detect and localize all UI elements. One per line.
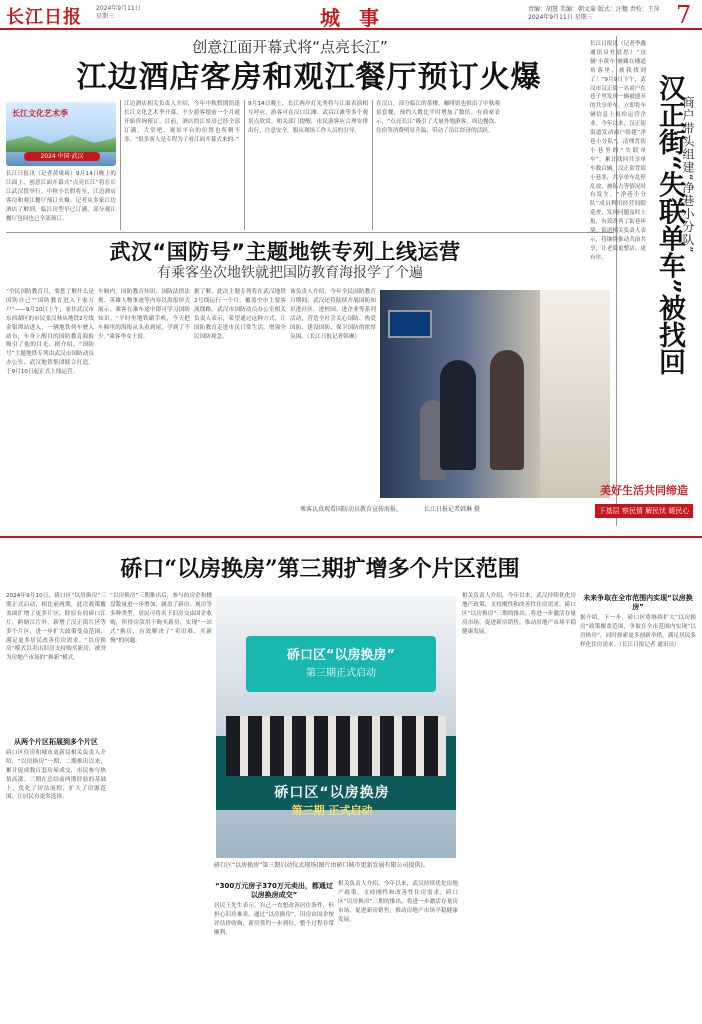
divider bbox=[120, 100, 121, 230]
divider bbox=[372, 100, 373, 230]
story3-photo bbox=[216, 596, 456, 858]
section-divider-band bbox=[0, 536, 702, 538]
passenger-figure bbox=[440, 360, 476, 470]
header-meta bbox=[528, 6, 660, 22]
story2-photo-caption bbox=[300, 506, 630, 514]
story1-logo-sub: 2024 中国·武汉 bbox=[24, 152, 100, 161]
header-meta-date: 2024年9月11日 星期三 bbox=[528, 14, 593, 21]
side-banner bbox=[592, 482, 696, 524]
story2-photo bbox=[380, 290, 610, 498]
story3-col4-wrap bbox=[580, 592, 696, 1020]
story3-subhead2: “300万元房子370万元卖出，都通过以房换房成交” bbox=[215, 882, 333, 899]
hills-graphic bbox=[6, 134, 116, 152]
story1-col4: 在汉口，部分临江的茶楼、咖啡馆也推出了中秋观景套餐，预约人数比平时增加了数倍。有商家表示，“点亮长江”吸引了大量外地游客，周边餐饮、住宿等消费明显升温，带动了沿江经济的活跃。 bbox=[376, 101, 500, 134]
story3-col3b-extra: 相关负责人介绍，今年以来，武汉持续优化房地产政策，支持刚性和改善性住房需求。硚口区“以房换房”三期的推出，将进一步激活存量房市场，促进新房销售，推动房地产市场平稳健康发展。 bbox=[338, 881, 458, 923]
story1-col1: 长江日报讯（记者黄咸琦）9月14日晚上的江面上，创意江面开幕式“点亮长江”将在长江武汉段举行。中秋小长假将至，江边酒店客房和观江餐厅预订火爆。记者从多家江边酒店了解到，临江房型早已订满，部分观江餐厅包间也已全部预订。 bbox=[6, 171, 116, 222]
stage-label-line2: 第三期 正式启动 bbox=[291, 804, 373, 817]
story3-col2b: 居民王先生表示，自己一直想改善居住条件，但担心旧房难卖。通过“以房换房”，旧房由国企按评估价收购，新房签约一步到位，整个过程非常顺利。 bbox=[214, 902, 334, 936]
story2-col2: 车厢内，国防教育知识、国防法律法规、英雄人物事迹等内容以海报形式展示，乘客在乘车途中即可学习国防知识。“平时坐地铁刷手机，今天把车厢里的海报从头看到尾，学到了不少。”乘客李女士说。 bbox=[98, 289, 190, 340]
header-editors: 责编：胡慧 美编：朝文菊 版式：汪穗 责校：王萍 bbox=[528, 6, 660, 13]
banner-tags: 下基层 察民情 解民忧 暖民心 bbox=[595, 504, 694, 518]
event-banner-line1: 硚口区“以房换房” bbox=[286, 648, 396, 663]
story3-col2b-wrap bbox=[214, 880, 334, 1020]
banner-title: 美好生活共同缔造 bbox=[600, 484, 688, 497]
event-banner-line2: 第三期正式启动 bbox=[306, 668, 376, 679]
story3-headline: 硚口“以房换房”第三期扩增多个片区范围 bbox=[120, 556, 520, 582]
header-weekday-line: 星期三 bbox=[96, 13, 115, 20]
story2-headline: 武汉“国防号”主题地铁专列上线运营 bbox=[109, 240, 461, 264]
story1-kicker: 创意江面开幕式将“点亮长江” bbox=[192, 38, 388, 56]
story2-caption-text: 乘客认真观看国防动员教育宣传海报。 bbox=[300, 506, 403, 513]
story2-subhead: 有乘客坐次地铁就把国防教育海报学了个遍 bbox=[157, 265, 423, 281]
story3-col3b: 据介绍，下一步，硚口区将继续扩大“以房换房”政策覆盖范围，争取在全市范围内实现“以房换房”，同时探索更多创新举措，满足居民多样化住房需求。（长江日报记者 通讯员） bbox=[580, 614, 696, 648]
section-title: 城 事 bbox=[320, 6, 385, 30]
story3-col1b-wrap bbox=[6, 736, 106, 1020]
divider bbox=[6, 232, 614, 233]
story3-subhead1: 从两个片区拓展到多个片区 bbox=[14, 738, 98, 746]
story2-col1: “全民国防教育月，要您了解什么是国防自己”“国防教育进入千家万户”——9月10日上午，家住武汉市东西湖区的市民张汉林从地铁2号线金银潭站进入，一辆地铁列车驶入站台，车身上醒目的国防教育海报吸引了他的目光。据介绍，“国防号”主题地铁专列由武汉市国防动员办公室、武汉地铁集团联合打造，于9月10日起正式上线运营。 bbox=[6, 289, 94, 376]
masthead: 长江日报 bbox=[6, 7, 82, 28]
side-body: 长江日报讯（记者李鑫 通讯员杜晨思）“这辆‘小黄车’被藏在楼道角落里，被我找到了！”9月9日下午，武汉市汉正街一名商户在巷子里发现一辆被遗弃的共享单车，立即将车辆信息上报给运营企业。今年以来，汉正街街道发动商户组建“净巷小分队”，清理背街小巷里的“失联单车”，累计找回共享单车数百辆。汉正街背街小巷多，共享单车乱停乱放、被私占等情况时有发生。“净巷小分队”成员利用经营间隙巡查，发现问题及时上报，有效改善了街巷环境。街道相关负责人表示，将继续推动共治共享，让老街更整洁、更有序。 bbox=[590, 41, 646, 261]
story2-col3: 据了解，此次主题专列将在武汉地铁2号线运行一个月，覆盖全市主要客流线路。武汉市国防动员办公室相关负责人表示，希望通过这种方式，让国防教育走进市民日常生活，增强全民国防观念。 bbox=[194, 289, 286, 340]
page-number: 7 bbox=[676, 1, 692, 29]
divider bbox=[244, 100, 245, 230]
story1-logo-image bbox=[6, 102, 116, 166]
passenger-figure bbox=[490, 350, 524, 470]
story1-logo-title: 长江文化艺术季 bbox=[12, 109, 68, 118]
story1-col2: 江边酒店相关负责人介绍，今年中秋假期恰逢长江文化艺术季开幕，不少游客提前一个月就开始咨询预订。目前，酒店的江景房已经全部订满，大堂吧、观景平台的位置也所剩不多。“很多客人是专程为了看江面开幕式来的。” bbox=[124, 101, 240, 143]
stage-label-line1: 硚口区“以房换房 bbox=[274, 785, 390, 801]
poster-screen bbox=[388, 310, 432, 338]
side-headline: 汉正街“失联单车”被找回 bbox=[654, 74, 685, 376]
story3-col3: 相关负责人介绍，今年以来，武汉持续优化房地产政策，支持刚性和改善性住房需求。硚口区“以房换房”三期的推出，将进一步激活存量房市场，促进新房销售，推动房地产市场平稳健康发展。 bbox=[462, 593, 576, 635]
page-header bbox=[0, 0, 702, 30]
story3-col2: “以房换房”三期推出后，参与的房企和楼盘数量进一步增加，涵盖了新房、现房等多种类型。居民可将名下旧房交由国企收购，所得房款用于购买新房，实现“一站式”换房，有效解决了“卖旧难、买新慢”的问题。 bbox=[110, 593, 212, 644]
story1-headline: 江边酒店客房和观江餐厅预订火爆 bbox=[76, 60, 542, 95]
side-subhead: 商户带头组建“净巷小分队” bbox=[681, 96, 695, 254]
story2-photo-credit: 长江日报记者韩琳 摄 bbox=[423, 506, 480, 513]
header-date-line: 2024年9月11日 bbox=[96, 5, 141, 12]
story3-photo-caption: 硚口区“以房换房”第三期启动仪式现场(图片由硚口城市更新发展有限公司提供)。 bbox=[214, 862, 429, 869]
story1-col3: 9月14日晚上，长江两岸灯光秀将与江面表演相互呼应，游客可在汉口江滩、武昌江滩等多个观景点欣赏。相关部门提醒，市民游客应合理安排出行，注意安全，服从现场工作人员的引导。 bbox=[248, 101, 368, 134]
story2-col4: 该负责人介绍，今年全民国防教育月期间，武汉还将陆续开展国防知识进社区、进校园、进企业等系列活动，营造全社会关心国防、热爱国防、建设国防、保卫国防的浓厚氛围。（长江日报记者韩琳） bbox=[290, 289, 376, 340]
attendees-row bbox=[226, 716, 446, 776]
story3-subhead3: 未来争取在全市范围内实现“以房换房” bbox=[583, 594, 693, 611]
story3-col1: 2024年9月10日，硚口区“以房换房”三期正式启动，相比前两期，此次政策覆盖面扩增了更多片区，除原有的硚口江片、跨塘江片外，新增了汉正街片区等多个片区，进一步扩大政策受益范围，满足更多居民改善住房需求。“以房换房”模式以卖出旧房支持购买新房，被誉为房地产市场的“换新”模式。 bbox=[6, 593, 106, 662]
header-date bbox=[96, 5, 141, 21]
story3-col1b: 硚口区住房和城市更新局相关负责人介绍，“以房换房”一期、二期推出以来，累计促成数百套房屋成交，市民参与热情高涨。三期在总结前两期经验的基础上，优化了评估流程，扩大了房源范围，让居民有更多选择。 bbox=[6, 749, 106, 801]
